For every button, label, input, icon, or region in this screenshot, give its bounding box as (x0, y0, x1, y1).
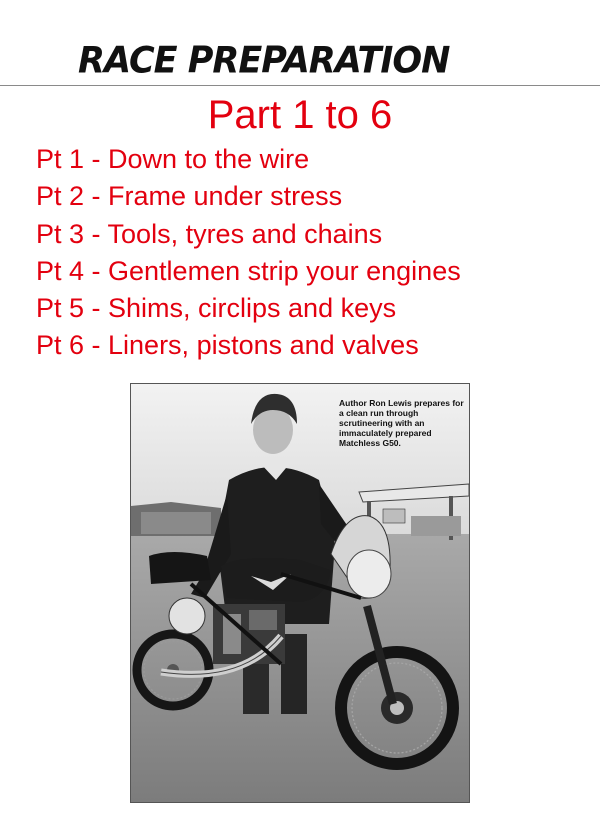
part-item-4: Pt 4 - Gentlemen strip your engines (36, 255, 461, 286)
subtitle: Part 1 to 6 (207, 93, 393, 137)
part-item-3: Pt 3 - Tools, tyres and chains (36, 218, 383, 249)
part-item-5: Pt 5 - Shims, circlips and keys (36, 293, 397, 324)
part-item-1: Pt 1 - Down to the wire (36, 144, 310, 174)
masthead-title: RACE PREPARATION (78, 40, 450, 82)
photo-caption: Author Ron Lewis prepares for a clean run through scrutineering with an immaculately prepared Matchless G50. (339, 398, 464, 448)
part-item-6: Pt 6 - Liners, pistons and valves (36, 330, 419, 361)
part-item-2: Pt 2 - Frame under stress (36, 181, 343, 212)
parts-list (36, 141, 461, 365)
header-rule (0, 85, 600, 86)
photo (130, 383, 470, 803)
